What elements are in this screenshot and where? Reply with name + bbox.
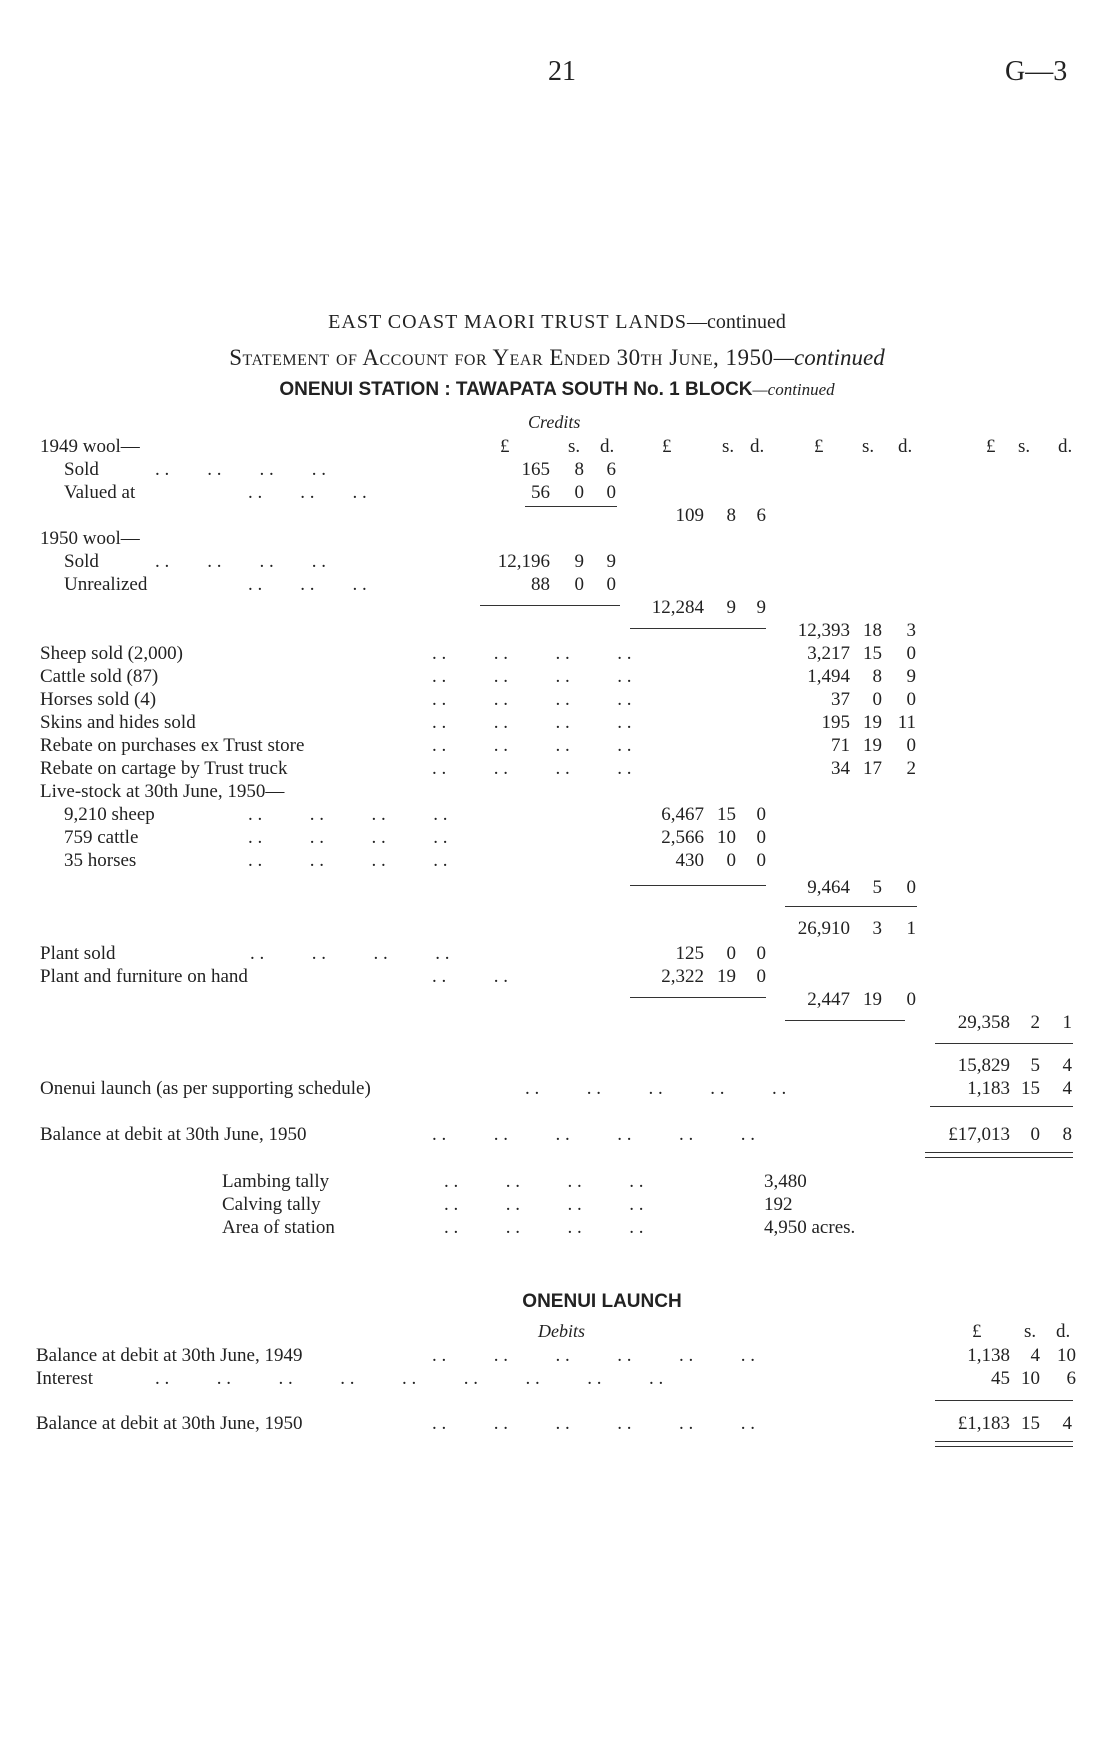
rule (935, 1043, 1073, 1044)
row-label: Balance at debit at 30th June, 1950 (36, 1413, 303, 1434)
leader-dots: . . . . . . . . (248, 804, 448, 825)
amount-shillings: 15 (1021, 1078, 1040, 1099)
amount-shillings: 19 (717, 966, 736, 987)
leader-dots: . . . . . . . . (444, 1217, 644, 1238)
amount-pence: 0 (906, 735, 916, 756)
leader-dots: . . . . . . . . (432, 735, 632, 756)
amount-pence: 6 (606, 459, 616, 480)
leader-dots: . . . . . . . . . . . . (432, 1124, 755, 1145)
amount-pence: 0 (606, 482, 616, 503)
title-line-2 (0, 346, 1114, 369)
wool-1949-label: 1949 wool— (40, 436, 140, 457)
amount-pounds: 34 (831, 758, 850, 779)
amount-pounds: 2,566 (661, 827, 704, 848)
row-label: Horses sold (4) (40, 689, 157, 710)
amount-pounds: £17,013 (948, 1124, 1010, 1145)
amount-pence: 0 (906, 643, 916, 664)
amount-shillings: 15 (717, 804, 736, 825)
amount-shillings: 5 (1030, 1055, 1040, 1076)
amount-pounds: 3,217 (807, 643, 850, 664)
amount-pence: 4 (1062, 1078, 1072, 1099)
amount-pence: 1 (1062, 1012, 1072, 1033)
tally-label: Area of station (222, 1217, 335, 1238)
amount-shillings: 2 (1030, 1012, 1040, 1033)
amount-shillings: 0 (1030, 1124, 1040, 1145)
amount-shillings: 19 (863, 735, 882, 756)
leader-dots: . . . . . . . . . . . . . . . . . . (155, 1368, 664, 1389)
amount-shillings: 17 (863, 758, 882, 779)
title-line-3-main: ONENUI STATION : TAWAPATA SOUTH No. 1 BLOCK (279, 379, 753, 400)
amount-pence: 2 (906, 758, 916, 779)
leader-dots: . . . . . . . . (432, 666, 632, 687)
amount-shillings: 4 (1030, 1345, 1040, 1366)
pence-header: d. (1056, 1321, 1071, 1342)
amount-pounds: 12,393 (797, 620, 850, 641)
amount-pounds: 109 (675, 505, 704, 526)
page-number: 21 (548, 56, 576, 87)
amount-shillings: 19 (863, 989, 882, 1010)
title-line-1-suffix: —continued (686, 311, 786, 333)
amount-shillings: 9 (726, 597, 736, 618)
title-line-1-main: EAST COAST MAORI TRUST LANDS (328, 311, 687, 333)
col1-shilling-header: s. (568, 436, 581, 457)
amount-pounds: 430 (675, 850, 704, 871)
leader-dots: . . . . . . . . (432, 689, 632, 710)
rule (930, 1106, 1073, 1107)
amount-pounds: 45 (991, 1368, 1010, 1389)
row-label: Plant sold (40, 943, 116, 964)
amount-pence: 0 (756, 943, 766, 964)
amount-shillings: 8 (872, 666, 882, 687)
amount-pounds: 165 (521, 459, 550, 480)
amount-pence: 4 (1062, 1055, 1072, 1076)
wool-1950-label: 1950 wool— (40, 528, 140, 549)
rule (935, 1400, 1073, 1401)
amount-pounds: 1,183 (967, 1078, 1010, 1099)
amount-pounds: 37 (831, 689, 850, 710)
amount-shillings: 8 (726, 505, 736, 526)
leader-dots: . . . . . . . . . . . . (432, 1345, 755, 1366)
pound-header: £ (972, 1321, 982, 1342)
leader-dots: . . . . . . . . (432, 643, 632, 664)
credits-label: Credits (528, 412, 581, 432)
amount-pence: 6 (1066, 1368, 1076, 1389)
row-label: 35 horses (64, 850, 137, 871)
leader-dots: . . . . . . . . (155, 551, 326, 572)
col2-pound-header: £ (662, 436, 672, 457)
col3-shilling-header: s. (862, 436, 875, 457)
rule (630, 997, 766, 998)
leader-dots: . . . . . . (248, 574, 367, 595)
amount-shillings: 5 (872, 877, 882, 898)
amount-shillings: 18 (863, 620, 882, 641)
tally-label: Lambing tally (222, 1171, 330, 1192)
tally-value: 3,480 (764, 1171, 807, 1192)
leader-dots: . . . . . . . . (250, 943, 450, 964)
amount-pence: 6 (756, 505, 766, 526)
amount-pounds: 2,447 (807, 989, 850, 1010)
leader-dots: . . . . . . (248, 482, 367, 503)
amount-shillings: 0 (574, 574, 584, 595)
leader-dots: . . . . (432, 966, 508, 987)
amount-pence: 11 (897, 712, 916, 733)
col3-pence-header: d. (898, 436, 913, 457)
col1-pound-header: £ (500, 436, 510, 457)
rule (785, 906, 917, 907)
title-line-2-main: Statement of Account for Year Ended 30th June, 1950 (229, 345, 774, 370)
amount-pounds: 56 (531, 482, 550, 503)
amount-pounds: 29,358 (957, 1012, 1010, 1033)
row-label: Cattle sold (87) (40, 666, 159, 687)
col1-pence-header: d. (600, 436, 615, 457)
amount-pence: 0 (906, 689, 916, 710)
leader-dots: . . . . . . . . . . (525, 1078, 787, 1099)
amount-pounds: 12,196 (497, 551, 550, 572)
amount-pounds: 9,464 (807, 877, 850, 898)
row-label: Unrealized (64, 574, 148, 595)
amount-pounds: 195 (821, 712, 850, 733)
row-label: Onenui launch (as per supporting schedule) (40, 1078, 371, 1099)
row-label: Balance at debit at 30th June, 1950 (40, 1124, 307, 1145)
leader-dots: . . . . . . . . (444, 1194, 644, 1215)
rule (630, 628, 766, 629)
amount-pence: 9 (606, 551, 616, 572)
amount-pence: 9 (906, 666, 916, 687)
row-label: Balance at debit at 30th June, 1949 (36, 1345, 303, 1366)
rule (525, 506, 617, 507)
amount-pence: 0 (756, 850, 766, 871)
col3-pound-header: £ (814, 436, 824, 457)
amount-pence: 10 (1057, 1345, 1076, 1366)
amount-pounds: 15,829 (957, 1055, 1010, 1076)
row-label: Sold (64, 459, 99, 480)
amount-shillings: 10 (1021, 1368, 1040, 1389)
amount-pounds: 71 (831, 735, 850, 756)
leader-dots: . . . . . . . . (155, 459, 326, 480)
row-label: Plant and furniture on hand (40, 966, 248, 987)
amount-pounds: 1,494 (807, 666, 850, 687)
launch-debits-label: Debits (538, 1321, 585, 1341)
tally-value: 192 (764, 1194, 793, 1215)
amount-pounds: 6,467 (661, 804, 704, 825)
amount-pounds: 26,910 (797, 918, 850, 939)
row-label: 9,210 sheep (64, 804, 155, 825)
col4-pence-header: d. (1058, 436, 1073, 457)
amount-pence: 9 (756, 597, 766, 618)
leader-dots: . . . . . . . . (432, 712, 632, 733)
shilling-header: s. (1024, 1321, 1037, 1342)
row-label: Sheep sold (2,000) (40, 643, 184, 664)
col4-pound-header: £ (986, 436, 996, 457)
col2-shilling-header: s. (722, 436, 735, 457)
amount-pence: 0 (756, 827, 766, 848)
amount-pence: 0 (906, 877, 916, 898)
amount-shillings: 8 (574, 459, 584, 480)
amount-pounds: 88 (531, 574, 550, 595)
livestock-label: Live-stock at 30th June, 1950— (40, 781, 285, 802)
title-line-3 (0, 380, 1114, 399)
double-rule (935, 1441, 1073, 1447)
col4-shilling-header: s. (1018, 436, 1031, 457)
title-line-3-suffix: —continued (752, 380, 835, 399)
amount-pence: 4 (1062, 1413, 1072, 1434)
amount-shillings: 3 (872, 918, 882, 939)
tally-value: 4,950 acres. (764, 1217, 856, 1238)
row-label: Rebate on cartage by Trust truck (40, 758, 288, 779)
amount-shillings: 15 (863, 643, 882, 664)
amount-pounds: 125 (675, 943, 704, 964)
leader-dots: . . . . . . . . (432, 758, 632, 779)
title-line-1 (0, 312, 1114, 332)
amount-shillings: 10 (717, 827, 736, 848)
row-label: Interest (36, 1368, 93, 1389)
amount-shillings: 0 (574, 482, 584, 503)
row-label: Skins and hides sold (40, 712, 196, 733)
col2-pence-header: d. (750, 436, 765, 457)
title-line-2-suffix: —continued (773, 345, 885, 370)
amount-pounds: 12,284 (651, 597, 704, 618)
amount-pence: 0 (906, 989, 916, 1010)
amount-pence: 8 (1062, 1124, 1072, 1145)
amount-shillings: 0 (726, 850, 736, 871)
amount-shillings: 15 (1021, 1413, 1040, 1434)
rule (630, 885, 766, 886)
amount-pence: 0 (756, 804, 766, 825)
leader-dots: . . . . . . . . (248, 827, 448, 848)
leader-dots: . . . . . . . . . . . . (432, 1413, 755, 1434)
double-rule (925, 1152, 1073, 1158)
amount-pence: 0 (606, 574, 616, 595)
amount-pence: 1 (906, 918, 916, 939)
document-code: G—3 (1005, 56, 1068, 87)
amount-pounds: 1,138 (967, 1345, 1010, 1366)
amount-pounds: 2,322 (661, 966, 704, 987)
rule (480, 605, 620, 606)
rule (785, 1020, 905, 1021)
amount-shillings: 0 (726, 943, 736, 964)
amount-shillings: 9 (574, 551, 584, 572)
amount-pence: 0 (756, 966, 766, 987)
row-label: 759 cattle (64, 827, 139, 848)
row-label: Sold (64, 551, 99, 572)
row-label: Valued at (64, 482, 136, 503)
launch-section-title: ONENUI LAUNCH (522, 1291, 682, 1312)
amount-pence: 3 (906, 620, 916, 641)
tally-label: Calving tally (222, 1194, 321, 1215)
amount-pounds: £1,183 (957, 1413, 1010, 1434)
leader-dots: . . . . . . . . (444, 1171, 644, 1192)
amount-shillings: 19 (863, 712, 882, 733)
amount-shillings: 0 (872, 689, 882, 710)
leader-dots: . . . . . . . . (248, 850, 448, 871)
row-label: Rebate on purchases ex Trust store (40, 735, 305, 756)
